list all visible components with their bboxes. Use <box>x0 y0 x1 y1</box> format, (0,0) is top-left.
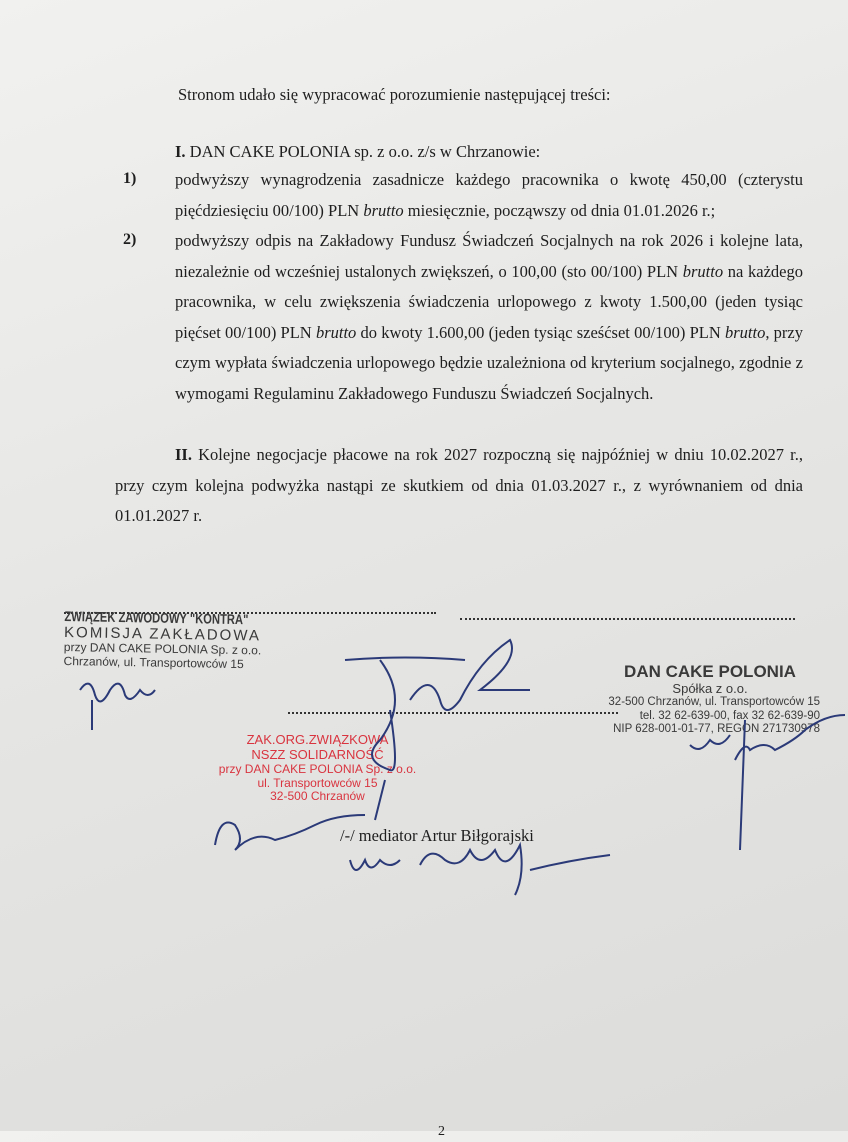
stamp-company: DAN CAKE POLONIA Spółka z o.o. 32-500 Chrzanów, ul. Transportowców 15 tel. 32 62-639-00, fax 32 62-639-90 NIP 628-001-01-77, REGON 271730978 <box>608 662 820 735</box>
signature-kontra <box>80 684 155 730</box>
signature-solidarnosc <box>215 780 385 850</box>
page-number: 2 <box>438 1124 445 1139</box>
stamp-solidarnosc: ZAK.ORG.ZWIĄZKOWA NSZZ SOLIDARNOŚĆ przy DAN CAKE POLONIA Sp. z o.o. ul. Transportowców 15 32-500 Chrzanów <box>218 732 417 804</box>
item-number: 2) <box>123 231 137 248</box>
roman-numeral: I. <box>175 142 186 161</box>
signature-mediator <box>350 845 610 895</box>
heading-text: DAN CAKE POLONIA sp. z o.o. z/s w Chrzanowie: <box>189 142 541 161</box>
mediator-label: /-/ mediator Artur Biłgorajski <box>340 826 534 845</box>
item-2-text: podwyższy odpis na Zakładowy Fundusz Świadczeń Socjalnych na rok 2026 i kolejne lata, niezależnie od wcześniej ustalonych zwiększeń, o 100,00 (sto 00/100) PLN brutto na każdego pracownika, w celu zwiększenia świadczenia urlopowego z kwoty 1.500,00 (jeden tysiąc pięćset 00/100) PLN brutto do kwoty 1.600,00 (jeden tysiąc sześćset 00/100) PLN brutto, przy czym wypłata świadczenia urlopowego będzie uzależniona od kryterium socjalnego, zgodnie z wymogami Regulaminu Zakładowego Funduszu Świadczeń Socjalnych. <box>175 231 803 403</box>
signature-company <box>690 715 845 850</box>
signature-union <box>345 640 530 770</box>
intro-text: Stronom udało się wypracować porozumienie następującej treści: <box>178 85 611 104</box>
item-1-text: podwyższy wynagrodzenia zasadnicze każdego pracownika o kwotę 450,00 (czterystu pięćdziesięciu 00/100) PLN brutto miesięcznie, począwszy od dnia 01.01.2026 r.; <box>175 170 803 220</box>
item-number: 1) <box>123 170 137 187</box>
roman-numeral: II. <box>175 445 192 464</box>
section-2-text: Kolejne negocjacje płacowe na rok 2027 rozpoczną się najpóźniej w dniu 10.02.2027 r., przy czym kolejna podwyżka nastąpi ze skutkiem od dnia 01.03.2027 r., z wyrównaniem od dnia 01.01.2027 r. <box>115 445 804 525</box>
stamp-kontra: ZWIĄZEK ZAWODOWY "KONTRA" KOMISJA ZAKŁADOWA przy DAN CAKE POLONIA Sp. z o.o. Chrzanów, ul. Transportowców 15 <box>63 607 262 672</box>
